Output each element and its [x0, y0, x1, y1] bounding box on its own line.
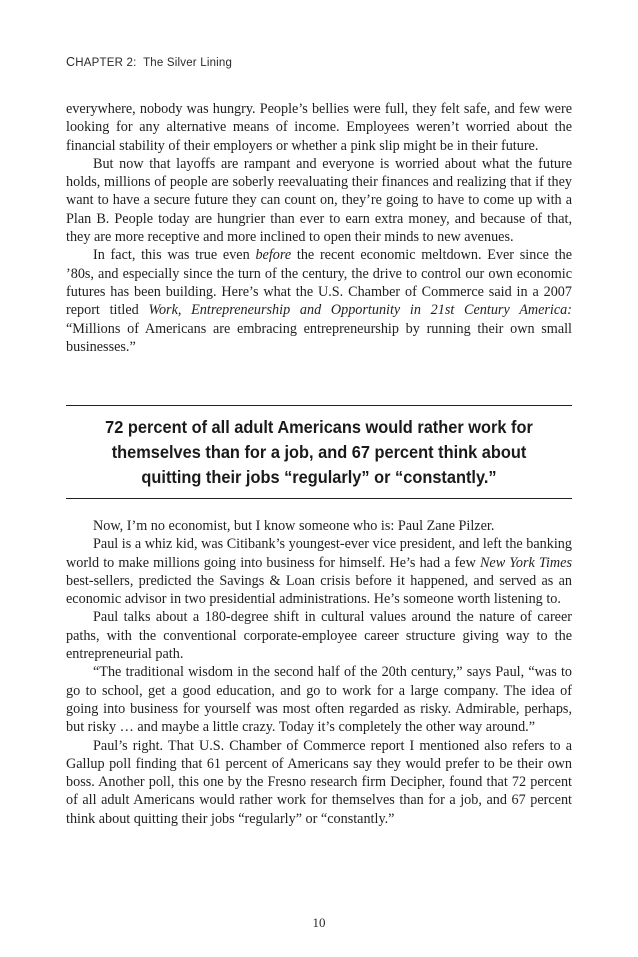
- publication-title: New York Times: [479, 554, 572, 571]
- chapter-label: HAPTER 2:: [75, 57, 137, 69]
- paragraph: Paul’s right. That U.S. Chamber of Commerce report I mentioned also refers to a Gallup poll finding that 61 percent of Americans say they would prefer to be their own boss. Another poll, this one by the Fresno research firm Decipher, found that 72 percent of all adult Americans would rather work for themselves than for a job, and 67 percent think about quitting their jobs “regularly” or “constantly.”: [66, 737, 572, 827]
- chapter-label-initial: C: [66, 55, 76, 69]
- running-header: [66, 55, 232, 69]
- body-text-section-2: [66, 517, 572, 828]
- paragraph: everywhere, nobody was hungry. People’s bellies were full, they felt safe, and few were looking for any alternative means of income. Employees weren’t worried about the financial stability of their employers or whether a pink slip might be in their future.: [66, 101, 572, 154]
- pull-quote: [66, 405, 572, 499]
- text-run: In fact, this was true even: [93, 247, 256, 264]
- paragraph: [66, 246, 572, 356]
- paragraph: But now that layoffs are rampant and everyone is worried about what the future holds, millions of people are soberly reevaluating their finances and realizing that if they want to have a secure future they can count on, they’re going to have to come up with a Plan B. People today are hungrier than ever to earn extra money, and because of that, they are more receptive and more inclined to open their minds to new avenues.: [66, 155, 572, 246]
- chapter-title: The Silver Lining: [143, 57, 233, 69]
- pull-quote-text: 72 percent of all adult Americans would rather work for themselves than for a job, and 67 percent think about quitting their jobs “regularly” or “constantly.”: [105, 416, 533, 487]
- text-run: Paul is a whiz kid, was Citibank’s youngest-ever vice president, and left the banking world to make millions going into business for himself. He’s had a few: [66, 536, 572, 571]
- text-run: “Millions of Americans are embracing entrepreneurship by running their own small businesses.”: [66, 320, 572, 355]
- report-title: Work, Entrepreneurship and Opportunity in 21st Century America:: [148, 302, 572, 319]
- body-text-section-1: [66, 100, 572, 356]
- text-run: the recent economic meltdown. Ever since the ’80s, and especially since the turn of the century, the drive to control our own economic futures has been building. Here’s what the U.S. Chamber of Commerce said in a 2007 report titled: [66, 247, 572, 319]
- page-number: 10: [312, 915, 326, 930]
- paragraph: [66, 535, 572, 608]
- paragraph: “The traditional wisdom in the second half of the 20th century,” says Paul, “was to go to school, get a good education, and go to work for a large company. The idea of going into business for yourself was most often regarded as risky. Admirable, perhaps, but risky … and maybe a little crazy. Today it’s completely the other way around.”: [66, 664, 572, 736]
- emphasis: before: [255, 247, 292, 264]
- text-run: best-sellers, predicted the Savings & Loan crisis before it happened, and served as an economic advisor in two presidential administrations. He’s someone worth listening to.: [66, 572, 572, 608]
- paragraph: Paul talks about a 180-degree shift in cultural values around the nature of career paths, with the conventional corporate-employee career structure giving way to the entrepreneurial path.: [66, 609, 572, 663]
- paragraph: Now, I’m no economist, but I know someone who is: Paul Zane Pilzer.: [93, 518, 495, 534]
